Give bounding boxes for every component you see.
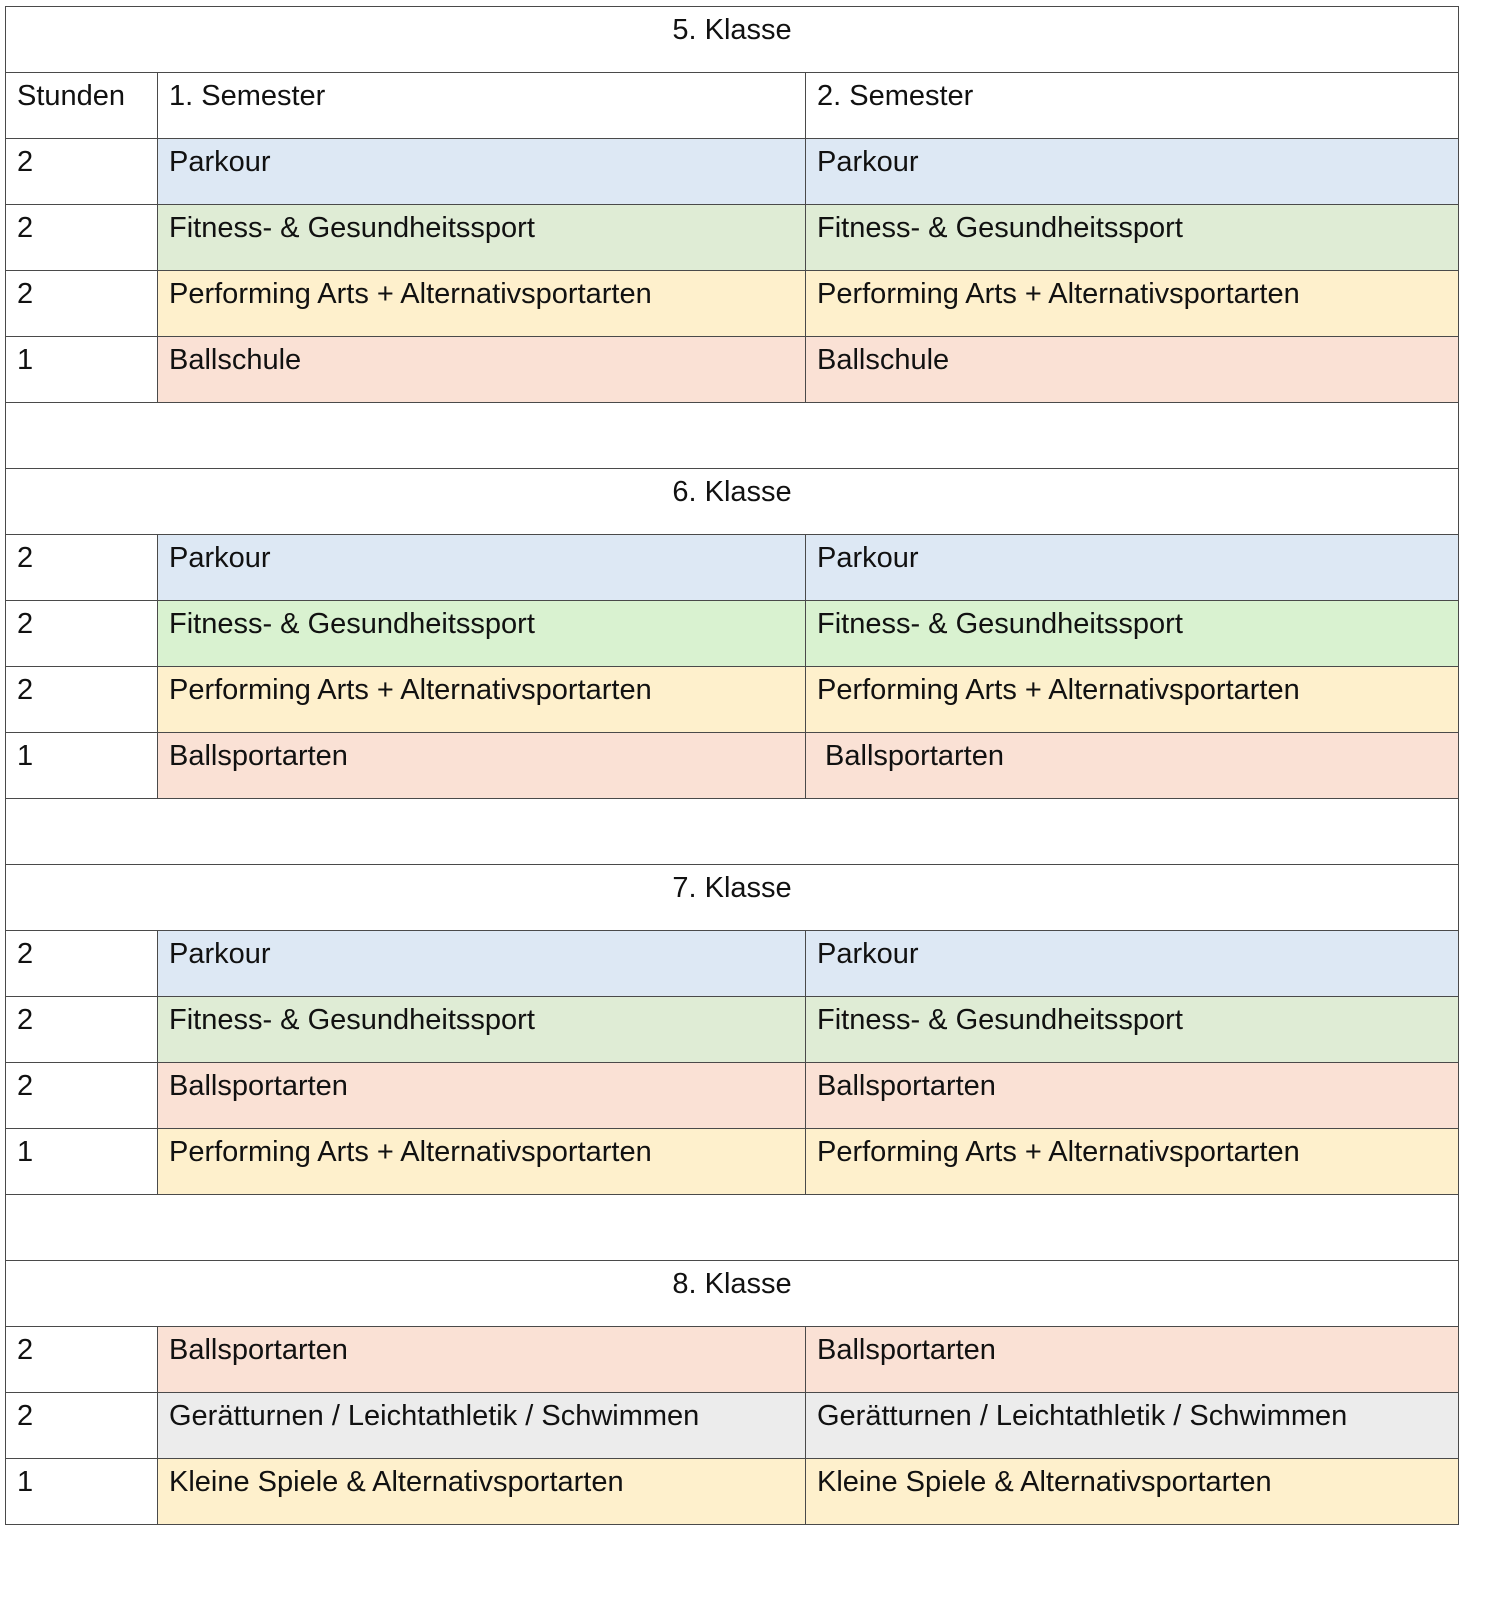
semester2-cell: Fitness- & Gesundheitssport — [806, 997, 1459, 1063]
semester1-cell: Gerätturnen / Leichtathletik / Schwimmen — [158, 1393, 806, 1459]
semester1-column-header: 1. Semester — [158, 73, 806, 139]
hours-cell: 2 — [6, 997, 158, 1063]
grade-title-row — [6, 7, 1459, 73]
column-header-row — [6, 73, 1459, 139]
table-row — [6, 205, 1459, 271]
semester1-cell: Performing Arts + Alternativsportarten — [158, 1129, 806, 1195]
table-row — [6, 337, 1459, 403]
grade-title-row — [6, 865, 1459, 931]
hours-cell: 2 — [6, 1327, 158, 1393]
hours-column-header: Stunden — [6, 73, 158, 139]
semester1-cell: Fitness- & Gesundheitssport — [158, 601, 806, 667]
semester2-cell: Parkour — [806, 139, 1459, 205]
semester1-cell: Fitness- & Gesundheitssport — [158, 205, 806, 271]
semester1-cell: Ballschule — [158, 337, 806, 403]
hours-cell: 2 — [6, 139, 158, 205]
hours-cell: 2 — [6, 1393, 158, 1459]
semester2-cell: Kleine Spiele & Alternativsportarten — [806, 1459, 1459, 1525]
table-row — [6, 271, 1459, 337]
spacer-row — [6, 799, 1459, 865]
grade-title: 6. Klasse — [6, 469, 1459, 535]
table-row — [6, 139, 1459, 205]
semester2-cell: Ballschule — [806, 337, 1459, 403]
hours-cell: 1 — [6, 337, 158, 403]
semester1-cell: Fitness- & Gesundheitssport — [158, 997, 806, 1063]
hours-cell: 2 — [6, 271, 158, 337]
hours-cell: 2 — [6, 1063, 158, 1129]
table-row — [6, 931, 1459, 997]
semester2-cell: Gerätturnen / Leichtathletik / Schwimmen — [806, 1393, 1459, 1459]
spacer-row — [6, 403, 1459, 469]
hours-cell: 2 — [6, 601, 158, 667]
hours-cell: 2 — [6, 535, 158, 601]
semester2-cell: Fitness- & Gesundheitssport — [806, 205, 1459, 271]
table-row — [6, 1393, 1459, 1459]
semester1-cell: Parkour — [158, 931, 806, 997]
semester1-cell: Performing Arts + Alternativsportarten — [158, 667, 806, 733]
hours-cell: 1 — [6, 1129, 158, 1195]
semester1-cell: Ballsportarten — [158, 1063, 806, 1129]
semester1-cell: Parkour — [158, 139, 806, 205]
semester2-cell: Ballsportarten — [806, 1063, 1459, 1129]
semester2-cell: Parkour — [806, 931, 1459, 997]
semester2-cell: Parkour — [806, 535, 1459, 601]
grade-title: 8. Klasse — [6, 1261, 1459, 1327]
semester2-cell: Performing Arts + Alternativsportarten — [806, 667, 1459, 733]
grade-title: 7. Klasse — [6, 865, 1459, 931]
grade-title-row — [6, 469, 1459, 535]
semester2-column-header: 2. Semester — [806, 73, 1459, 139]
table-row — [6, 997, 1459, 1063]
semester2-cell: Performing Arts + Alternativsportarten — [806, 1129, 1459, 1195]
spacer-row — [6, 1195, 1459, 1261]
table-row — [6, 667, 1459, 733]
spacer-cell — [6, 1195, 1459, 1261]
table-row — [6, 601, 1459, 667]
semester1-cell: Parkour — [158, 535, 806, 601]
semester1-cell: Kleine Spiele & Alternativsportarten — [158, 1459, 806, 1525]
semester2-cell: Performing Arts + Alternativsportarten — [806, 271, 1459, 337]
hours-cell: 2 — [6, 931, 158, 997]
table-row — [6, 1129, 1459, 1195]
grade-title: 5. Klasse — [6, 7, 1459, 73]
sport-schedule-table — [5, 6, 1459, 1525]
table-row — [6, 1063, 1459, 1129]
hours-cell: 2 — [6, 667, 158, 733]
table-row — [6, 1459, 1459, 1525]
semester1-cell: Ballsportarten — [158, 733, 806, 799]
spacer-cell — [6, 799, 1459, 865]
semester1-cell: Performing Arts + Alternativsportarten — [158, 271, 806, 337]
semester1-cell: Ballsportarten — [158, 1327, 806, 1393]
grade-title-row — [6, 1261, 1459, 1327]
table-row — [6, 535, 1459, 601]
hours-cell: 2 — [6, 205, 158, 271]
semester2-cell: Ballsportarten — [806, 1327, 1459, 1393]
semester2-cell: Fitness- & Gesundheitssport — [806, 601, 1459, 667]
hours-cell: 1 — [6, 1459, 158, 1525]
semester2-cell: Ballsportarten — [806, 733, 1459, 799]
hours-cell: 1 — [6, 733, 158, 799]
table-row — [6, 733, 1459, 799]
spacer-cell — [6, 403, 1459, 469]
table-row — [6, 1327, 1459, 1393]
